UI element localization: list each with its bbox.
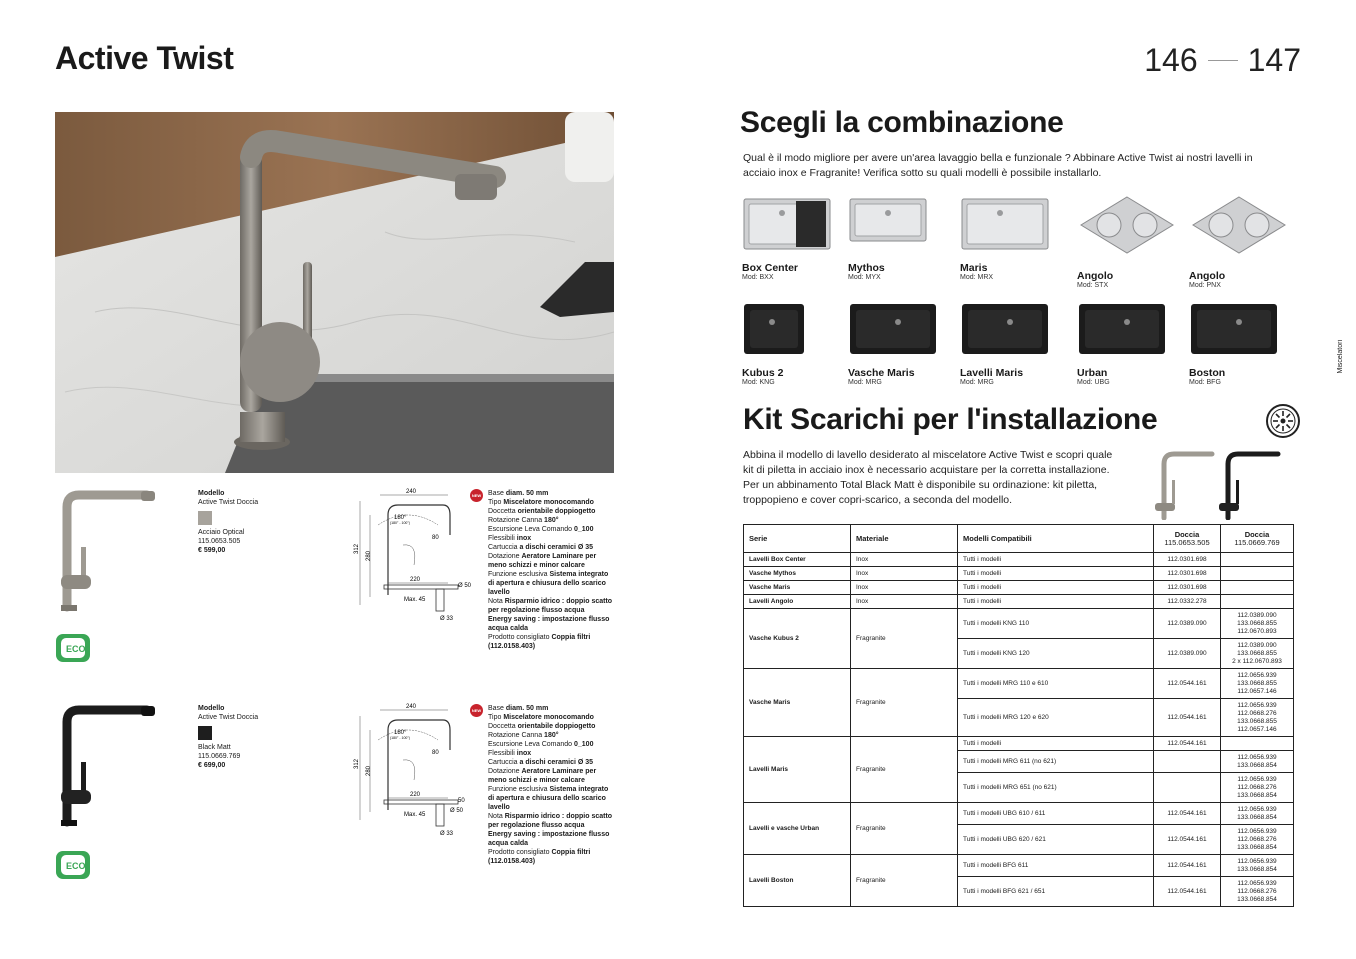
spec-value: orientabile doppiogetto [517,723,596,730]
cell-doccia-1: 112.0389.090 [1154,639,1221,669]
kit-faucets-image [1150,448,1290,525]
page-number-divider [1208,60,1238,61]
spec-value: Risparmio idrico : doppio scatto per regolazione flusso acqua [488,598,613,614]
sink-grid [742,195,1302,390]
col-doccia-2 [1221,525,1294,553]
spec-line [488,615,613,633]
dim-80: 80 [432,535,439,541]
sink-model: Mod: KNG [742,379,775,386]
spec-key: Base [488,705,506,712]
sink-image [1077,300,1177,362]
spec-value: inox [516,750,532,757]
kit-table-wrapper [743,524,1294,907]
spec-key: Tipo [488,499,504,506]
cell-doccia-1: 112.0544.161 [1154,737,1221,751]
spec-value: Energy saving : impostazione flusso acqua calda [488,616,610,632]
kit-description: Abbina il modello di lavello desiderato al miscelatore Active Twist e scopri quale kit di piletta in acciaio inox è necessario acquistare per la corretta installazione. Per un abbinamento Total Black Matt è disponibile su ordinazione: kit piletta, troppopieno e cover copri-scarico, a seconda del modello. [743,449,1113,506]
spec-key: Flessibili [488,750,517,757]
model-code: 115.0653.505 [198,538,241,545]
model-finish: Acciaio Optical [198,529,245,536]
col-modelli: Modelli Compatibili [958,525,1154,553]
cell-modelli: Tutti i modelli MRG 120 e 620 [958,699,1154,737]
sink-model: Mod: BXX [742,274,774,281]
cell-doccia-2: 112.0656.939 133.0668.855 112.0657.146 [1221,669,1294,699]
model-info [198,489,258,555]
sink-model: Mod: BFG [1189,379,1221,386]
cell-doccia-1: 112.0544.161 [1154,825,1221,855]
spec-value: 0_100 [574,526,594,533]
dim-height: 312 [354,758,360,769]
spec-line [488,722,613,731]
dim-220: 220 [410,792,421,798]
cell-doccia-2: 112.0656.939 133.0668.854 [1221,855,1294,877]
cell-serie: Lavelli Angolo [744,595,851,609]
cell-doccia-2 [1221,581,1294,595]
combination-title: Scegli la combinazione [740,106,1064,139]
cell-doccia-2 [1221,737,1294,751]
sink-image [848,300,948,362]
technical-drawing [348,700,478,845]
angle-sub: (180° - 100°) [390,521,410,525]
cell-materiale: Fragranite [851,669,958,737]
spec-line [488,570,613,597]
spec-key: Cartuccia [488,759,520,766]
model-label: Modello [198,490,225,497]
sink-image [742,300,842,362]
sink-image [1189,195,1289,257]
sink-name: Angolo [1189,270,1226,282]
dim-max: Max. 45 [404,597,426,603]
drain-icon [1265,403,1301,444]
cell-doccia-2: 112.0389.090 133.0668.855 112.0670.893 [1221,609,1294,639]
dim-33: Ø 33 [440,616,454,622]
spec-line [488,516,613,525]
spec-key: Nota [488,813,505,820]
cell-serie: Lavelli Maris [744,737,851,803]
dim-max: Max. 45 [404,812,426,818]
kit-title: Kit Scarichi per l'installazione [743,403,1158,436]
sink-card [742,195,847,281]
cell-doccia-1: 112.0301.698 [1154,553,1221,567]
cell-doccia-2 [1221,595,1294,609]
spec-key: Funzione esclusiva [488,571,550,578]
col-doccia-code: 115.0653.505 [1164,537,1210,547]
spec-value: Sistema integrato di apertura e chiusura dello scarico lavello [488,571,609,596]
spec-key: Doccetta [488,508,518,515]
cell-serie: Vasche Maris [744,581,851,595]
spec-key: Rotazione Canna [488,517,545,524]
sink-name: Boston [1189,367,1226,379]
hero-image [55,112,614,473]
cell-doccia-1: 112.0544.161 [1154,803,1221,825]
spec-value: 0_100 [574,741,594,748]
new-badge: NEW [470,704,483,717]
cell-doccia-1 [1154,773,1221,803]
table-row [744,553,1294,567]
cell-doccia-1: 112.0301.698 [1154,567,1221,581]
product-image-black [55,702,165,837]
cell-materiale: Fragranite [851,737,958,803]
cell-doccia-2: 112.0656.939 133.0668.854 [1221,803,1294,825]
sink-model: Mod: PNX [1189,282,1221,289]
cell-doccia-1: 112.0544.161 [1154,877,1221,907]
spec-line [488,758,613,767]
cell-modelli: Tutti i modelli BFG 621 / 651 [958,877,1154,907]
cell-materiale: Inox [851,553,958,567]
spec-value: Miscelatore monocomando [503,714,594,721]
sink-image [1077,195,1177,257]
angle-label: 180° [394,515,407,521]
angle-label: 180° [394,730,407,736]
cell-doccia-2: 112.0656.939 112.0668.276 133.0668.854 [1221,825,1294,855]
cell-doccia-1: 112.0544.161 [1154,699,1221,737]
spec-line [488,785,613,812]
dim-inner-height: 280 [366,550,372,561]
dim-top: 240 [406,489,417,495]
cell-doccia-2: 112.0656.939 133.0668.854 [1221,751,1294,773]
spec-key: Flessibili [488,535,517,542]
dim-80: 80 [432,750,439,756]
spec-value: a dischi ceramici Ø 35 [519,544,594,551]
cell-modelli: Tutti i modelli [958,567,1154,581]
spec-line [488,489,613,498]
dim-top: 240 [406,704,417,710]
sink-name: Urban [1077,367,1108,379]
sink-card [960,300,1065,386]
cell-doccia-2 [1221,567,1294,581]
spec-value: Risparmio idrico : doppio scatto per regolazione flusso acqua [488,813,613,829]
spec-key: Funzione esclusiva [488,786,550,793]
eco-badge [55,633,91,663]
spec-line [488,749,613,758]
cell-serie: Vasche Mythos [744,567,851,581]
table-row [744,669,1294,699]
spec-key: Escursione Leva Comando [488,741,574,748]
finish-swatch [198,726,212,740]
spec-value: orientabile doppiogetto [517,508,596,515]
table-row [744,737,1294,751]
combination-intro: Qual è il modo migliore per avere un'area lavaggio bella e funzionale ? Abbinare Active Twist ai nostri lavelli in acciaio inox e Fragranite! Verifica sotto su quali modelli è possibile installarlo. [743,152,1253,179]
sink-image [960,300,1060,362]
sink-model: Mod: UBG [1077,379,1110,386]
cell-modelli: Tutti i modelli BFG 611 [958,855,1154,877]
sink-card [1189,195,1294,289]
product-image-steel [55,487,165,622]
sink-name: Box Center [742,262,799,274]
spec-line [488,633,613,651]
sink-card [1189,300,1294,386]
eco-badge [55,850,91,880]
cell-modelli: Tutti i modelli [958,595,1154,609]
cell-modelli: Tutti i modelli [958,737,1154,751]
spec-value: Miscelatore monocomando [503,499,594,506]
table-row [744,567,1294,581]
cell-serie: Lavelli Boston [744,855,851,907]
technical-drawing [348,485,478,630]
spec-key: Dotazione [488,553,522,560]
cell-materiale: Fragranite [851,609,958,669]
cell-materiale: Inox [851,581,958,595]
spec-key: Base [488,490,506,497]
model-info [198,704,258,770]
col-doccia-1 [1154,525,1221,553]
spec-value: Coppia filtri (112.0158.403) [488,634,591,650]
spec-line [488,731,613,740]
cell-doccia-1 [1154,751,1221,773]
spec-key: Prodotto consigliato [488,634,552,641]
eco-text: ECO [66,861,86,871]
spec-list [471,489,613,651]
spec-key: Nota [488,598,505,605]
sink-name: Mythos [848,262,885,274]
page-number-right: 147 [1247,42,1301,78]
cell-serie: Lavelli Box Center [744,553,851,567]
sink-image [848,195,948,257]
sink-card [848,195,953,281]
col-doccia-code: 115.0669.769 [1234,537,1280,547]
cell-doccia-2 [1221,553,1294,567]
sink-card [848,300,953,386]
sink-name: Maris [960,262,988,274]
spec-line [488,704,613,713]
spec-value: inox [516,535,532,542]
spec-line [488,812,613,830]
sink-model: Mod: MYX [848,274,881,281]
spec-key: Cartuccia [488,544,520,551]
table-row [744,855,1294,877]
spec-line [488,597,613,615]
spec-value: Energy saving : impostazione flusso acqua calda [488,831,610,847]
spec-value: a dischi ceramici Ø 35 [519,759,594,766]
cell-serie: Lavelli e vasche Urban [744,803,851,855]
dim-50: Ø 50 [458,583,472,589]
sink-card [1077,300,1182,386]
spec-key: Doccetta [488,723,518,730]
table-header-row [744,525,1294,553]
sink-model: Mod: MRX [960,274,994,281]
sink-name: Lavelli Maris [960,367,1024,379]
spec-key: Tipo [488,714,504,721]
spec-line [488,543,613,552]
spec-value: Coppia filtri (112.0158.403) [488,849,591,865]
model-label: Modello [198,705,225,712]
dim-50: Ø 50 [450,808,464,814]
kit-table [743,524,1294,907]
cell-materiale: Fragranite [851,803,958,855]
model-price: € 699,00 [198,762,226,769]
spec-key: Dotazione [488,768,522,775]
spec-line [488,534,613,543]
cell-modelli: Tutti i modelli MRG 611 (no 621) [958,751,1154,773]
cell-doccia-2: 112.0656.939 112.0668.276 133.0668.854 [1221,773,1294,803]
sink-image [742,195,842,257]
angle-sub: (180° - 100°) [390,736,410,740]
model-code: 115.0669.769 [198,753,241,760]
cell-modelli: Tutti i modelli [958,553,1154,567]
spec-key: Escursione Leva Comando [488,526,574,533]
spec-line [488,740,613,749]
cell-modelli: Tutti i modelli KNG 110 [958,609,1154,639]
sink-model: Mod: STX [1077,282,1109,289]
spec-value: Aeratore Laminare per meno schizzi e minor calcare [488,768,597,784]
cell-doccia-1: 112.0332.278 [1154,595,1221,609]
spec-line [488,552,613,570]
new-badge: NEW [470,489,483,502]
cell-doccia-2: 112.0389.090 133.0668.855 2 x 112.0670.893 [1221,639,1294,669]
dim-height: 312 [354,543,360,554]
model-finish: Black Matt [198,744,231,751]
spec-value: 180° [544,517,559,524]
cell-modelli: Tutti i modelli KNG 120 [958,639,1154,669]
cell-doccia-2: 112.0656.939 112.0668.276 133.0668.854 [1221,877,1294,907]
table-row [744,581,1294,595]
model-price: € 599,00 [198,547,226,554]
cell-materiale: Inox [851,595,958,609]
finish-swatch [198,511,212,525]
col-doccia-label: Doccia [1174,529,1200,539]
side-label: Miscelatori [1337,340,1344,374]
spec-line [488,507,613,516]
sink-card [960,195,1065,281]
cell-modelli: Tutti i modelli MRG 651 (no 621) [958,773,1154,803]
spec-line [488,713,613,722]
sink-model: Mod: MRG [848,379,882,386]
spec-value: Sistema integrato di apertura e chiusura dello scarico lavello [488,786,609,811]
col-serie: Serie [744,525,851,553]
col-doccia-label: Doccia [1244,529,1270,539]
spec-value: Aeratore Laminare per meno schizzi e minor calcare [488,553,597,569]
cell-doccia-1: 112.0301.698 [1154,581,1221,595]
model-name: Active Twist Doccia [198,499,259,506]
dim-inner-height: 280 [366,765,372,776]
spec-line [488,848,613,866]
table-row [744,609,1294,639]
cell-modelli: Tutti i modelli [958,581,1154,595]
spec-list [471,704,613,866]
cell-serie: Vasche Kubus 2 [744,609,851,669]
dim-33: Ø 33 [440,831,454,837]
cell-modelli: Tutti i modelli UBG 610 / 611 [958,803,1154,825]
sink-card [742,300,847,386]
sink-image [1189,300,1289,362]
cell-doccia-1: 112.0544.161 [1154,669,1221,699]
spec-line [488,525,613,534]
spec-key: Rotazione Canna [488,732,545,739]
sink-model: Mod: MRG [960,379,994,386]
cell-serie: Vasche Maris [744,669,851,737]
spec-value: 180° [544,732,559,739]
page-numbers [1144,42,1301,79]
sink-name: Angolo [1077,270,1114,282]
table-row [744,595,1294,609]
table-row [744,803,1294,825]
dim-50: 50 [458,798,465,804]
cell-materiale: Inox [851,567,958,581]
spec-line [488,498,613,507]
cell-doccia-1: 112.0389.090 [1154,609,1221,639]
cell-modelli: Tutti i modelli MRG 110 e 610 [958,669,1154,699]
spec-key: Prodotto consigliato [488,849,552,856]
page-number-left: 146 [1144,42,1198,78]
cell-doccia-1: 112.0544.161 [1154,855,1221,877]
dim-220: 220 [410,577,421,583]
sink-name: Kubus 2 [742,367,784,379]
eco-text: ECO [66,644,86,654]
cell-materiale: Fragranite [851,855,958,907]
cell-modelli: Tutti i modelli UBG 620 / 621 [958,825,1154,855]
spec-line [488,767,613,785]
sink-name: Vasche Maris [848,367,915,379]
col-materiale: Materiale [851,525,958,553]
spec-value: diam. 50 mm [505,705,549,712]
sink-image [960,195,1060,257]
sink-card [1077,195,1182,289]
spec-line [488,830,613,848]
page-title: Active Twist [55,40,234,76]
spec-value: diam. 50 mm [505,490,549,497]
model-name: Active Twist Doccia [198,714,259,721]
cell-doccia-2: 112.0656.939 112.0668.276 133.0668.855 112.0657.146 [1221,699,1294,737]
